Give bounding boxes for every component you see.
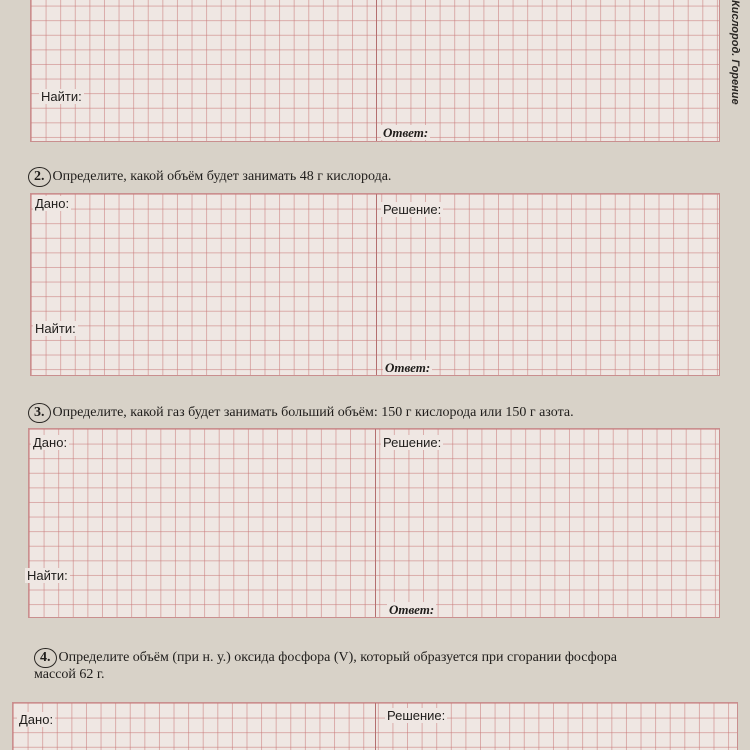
task3-solution-label: Решение: [383, 435, 442, 450]
task3-question [28, 403, 574, 423]
task3-given-label: Дано: [33, 435, 68, 450]
task4-given-label: Дано: [19, 712, 54, 727]
task4-text-line2: массой 62 г. [34, 667, 105, 682]
task4-text-line1: Определите объём (при н. у.) оксида фосфора (V), который образуется при сгорании фосфора [58, 650, 617, 665]
task4-solution-label: Решение: [387, 708, 446, 723]
task4-question-line2 [34, 666, 105, 684]
task3-grid-divider [375, 429, 376, 617]
task2-given-label: Дано: [35, 196, 70, 211]
task3-find-label: Найти: [27, 568, 68, 583]
task2-text: Определите, какой объём будет занимать 48 г кислорода. [52, 169, 392, 184]
task4-number: 4. [34, 648, 57, 668]
task3-text: Определите, какой газ будет занимать больший объём: 150 г кислорода или 150 г азота. [52, 405, 574, 420]
task2-grid-divider [376, 194, 377, 375]
task4-grid-divider [375, 703, 376, 750]
task2-solution-label: Решение: [383, 202, 442, 217]
task2-number: 2. [28, 167, 51, 187]
task1-grid-divider [376, 0, 377, 141]
task2-grid [30, 193, 720, 376]
task2-find-label: Найти: [35, 321, 76, 336]
task3-number: 3. [28, 403, 51, 423]
task1-grid [30, 0, 720, 142]
task4-question [34, 648, 617, 668]
task4-grid [12, 702, 738, 750]
chapter-side-label: Кислород. Горение [729, 0, 741, 105]
task3-grid [28, 428, 720, 618]
task1-answer-label: Ответ: [383, 125, 429, 140]
task2-answer-label: Ответ: [385, 360, 431, 375]
task3-answer-label: Ответ: [389, 602, 435, 617]
task1-find-label: Найти: [41, 89, 82, 104]
task2-question [28, 167, 391, 187]
